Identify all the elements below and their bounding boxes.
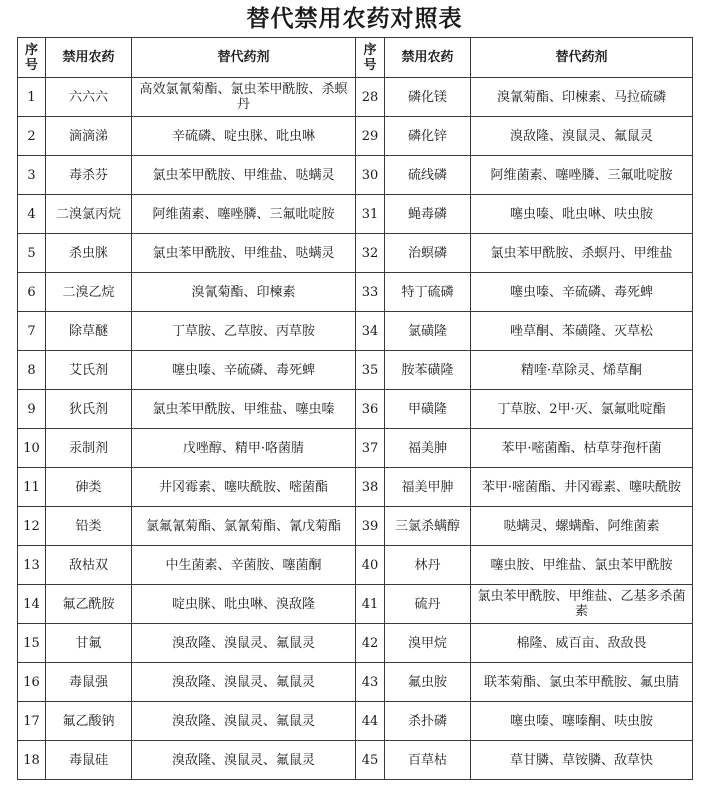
right-seq-cell: 37 xyxy=(356,429,385,468)
table-row xyxy=(18,273,693,312)
right-alt-cell: 噻虫嗪、噻嗪酮、呋虫胺 xyxy=(471,702,693,741)
left-alt-cell: 氯虫苯甲酰胺、甲维盐、噻虫嗪 xyxy=(132,390,356,429)
right-seq-cell: 34 xyxy=(356,312,385,351)
right-alt-cell: 氯虫苯甲酰胺、杀螟丹、甲维盐 xyxy=(471,234,693,273)
left-banned-cell: 狄氏剂 xyxy=(46,390,132,429)
table-row xyxy=(18,195,693,234)
right-alt-cell: 噻虫胺、甲维盐、氯虫苯甲酰胺 xyxy=(471,546,693,585)
right-banned-cell: 胺苯磺隆 xyxy=(385,351,471,390)
table-row xyxy=(18,468,693,507)
left-banned-cell: 艾氏剂 xyxy=(46,351,132,390)
header-alt-right: 替代药剂 xyxy=(471,38,693,78)
left-seq-cell: 4 xyxy=(18,195,46,234)
left-banned-cell: 滴滴涕 xyxy=(46,117,132,156)
table-row xyxy=(18,234,693,273)
left-alt-cell: 啶虫脒、吡虫啉、溴敌隆 xyxy=(132,585,356,624)
left-seq-cell: 10 xyxy=(18,429,46,468)
left-seq-cell: 15 xyxy=(18,624,46,663)
right-seq-cell: 31 xyxy=(356,195,385,234)
left-alt-cell: 溴敌隆、溴鼠灵、氟鼠灵 xyxy=(132,663,356,702)
right-alt-cell: 阿维菌素、噻唑膦、三氟吡啶胺 xyxy=(471,156,693,195)
right-banned-cell: 氟虫胺 xyxy=(385,663,471,702)
left-alt-cell: 氯虫苯甲酰胺、甲维盐、哒螨灵 xyxy=(132,234,356,273)
right-banned-cell: 磷化锌 xyxy=(385,117,471,156)
table-row xyxy=(18,546,693,585)
left-alt-cell: 氯虫苯甲酰胺、甲维盐、哒螨灵 xyxy=(132,156,356,195)
right-alt-cell: 唑草酮、苯磺隆、灭草松 xyxy=(471,312,693,351)
right-banned-cell: 氯磺隆 xyxy=(385,312,471,351)
right-seq-cell: 29 xyxy=(356,117,385,156)
right-alt-cell: 精喹·草除灵、烯草酮 xyxy=(471,351,693,390)
right-seq-cell: 39 xyxy=(356,507,385,546)
left-alt-cell: 高效氯氰菊酯、氯虫苯甲酰胺、杀螟丹 xyxy=(132,78,356,117)
right-banned-cell: 百草枯 xyxy=(385,741,471,780)
left-alt-cell: 丁草胺、乙草胺、丙草胺 xyxy=(132,312,356,351)
left-seq-cell: 7 xyxy=(18,312,46,351)
left-banned-cell: 砷类 xyxy=(46,468,132,507)
left-banned-cell: 毒鼠强 xyxy=(46,663,132,702)
right-seq-cell: 40 xyxy=(356,546,385,585)
right-banned-cell: 治螟磷 xyxy=(385,234,471,273)
left-banned-cell: 汞制剂 xyxy=(46,429,132,468)
right-alt-cell: 氯虫苯甲酰胺、甲维盐、乙基多杀菌素 xyxy=(471,585,693,624)
left-seq-cell: 17 xyxy=(18,702,46,741)
left-banned-cell: 铅类 xyxy=(46,507,132,546)
table-row xyxy=(18,351,693,390)
right-banned-cell: 福美胂 xyxy=(385,429,471,468)
left-banned-cell: 六六六 xyxy=(46,78,132,117)
right-banned-cell: 杀扑磷 xyxy=(385,702,471,741)
table-row xyxy=(18,702,693,741)
table-row xyxy=(18,312,693,351)
right-banned-cell: 福美甲胂 xyxy=(385,468,471,507)
right-seq-cell: 32 xyxy=(356,234,385,273)
left-seq-cell: 12 xyxy=(18,507,46,546)
left-banned-cell: 毒鼠硅 xyxy=(46,741,132,780)
header-alt-left: 替代药剂 xyxy=(132,38,356,78)
right-seq-cell: 35 xyxy=(356,351,385,390)
table-row xyxy=(18,624,693,663)
left-alt-cell: 戊唑醇、精甲·咯菌腈 xyxy=(132,429,356,468)
page-title: 替代禁用农药对照表 xyxy=(246,6,463,32)
left-seq-cell: 18 xyxy=(18,741,46,780)
right-alt-cell: 噻虫嗪、辛硫磷、毒死蜱 xyxy=(471,273,693,312)
right-seq-cell: 42 xyxy=(356,624,385,663)
left-banned-cell: 氟乙酸钠 xyxy=(46,702,132,741)
right-alt-cell: 草甘膦、草铵膦、敌草快 xyxy=(471,741,693,780)
left-banned-cell: 毒杀芬 xyxy=(46,156,132,195)
left-alt-cell: 辛硫磷、啶虫脒、吡虫啉 xyxy=(132,117,356,156)
table-row xyxy=(18,585,693,624)
table-row xyxy=(18,117,693,156)
left-seq-cell: 11 xyxy=(18,468,46,507)
header-seq-left: 序号 xyxy=(18,38,46,78)
right-alt-cell: 联苯菊酯、氯虫苯甲酰胺、氟虫腈 xyxy=(471,663,693,702)
right-banned-cell: 蝇毒磷 xyxy=(385,195,471,234)
left-banned-cell: 二溴乙烷 xyxy=(46,273,132,312)
left-banned-cell: 二溴氯丙烷 xyxy=(46,195,132,234)
right-seq-cell: 36 xyxy=(356,390,385,429)
table-row xyxy=(18,663,693,702)
table-row xyxy=(18,741,693,780)
right-banned-cell: 磷化镁 xyxy=(385,78,471,117)
right-banned-cell: 溴甲烷 xyxy=(385,624,471,663)
right-banned-cell: 特丁硫磷 xyxy=(385,273,471,312)
header-banned-left: 禁用农药 xyxy=(46,38,132,78)
left-seq-cell: 13 xyxy=(18,546,46,585)
left-seq-cell: 1 xyxy=(18,78,46,117)
right-alt-cell: 溴敌隆、溴鼠灵、氟鼠灵 xyxy=(471,117,693,156)
right-seq-cell: 43 xyxy=(356,663,385,702)
right-alt-cell: 丁草胺、2甲·灭、氯氟吡啶酯 xyxy=(471,390,693,429)
right-seq-cell: 41 xyxy=(356,585,385,624)
right-alt-cell: 哒螨灵、螺螨酯、阿维菌素 xyxy=(471,507,693,546)
right-seq-cell: 30 xyxy=(356,156,385,195)
left-banned-cell: 杀虫脒 xyxy=(46,234,132,273)
right-seq-cell: 45 xyxy=(356,741,385,780)
table-row xyxy=(18,390,693,429)
right-seq-cell: 28 xyxy=(356,78,385,117)
left-alt-cell: 井冈霉素、噻呋酰胺、嘧菌酯 xyxy=(132,468,356,507)
left-seq-cell: 9 xyxy=(18,390,46,429)
right-banned-cell: 三氯杀螨醇 xyxy=(385,507,471,546)
table-row xyxy=(18,156,693,195)
left-banned-cell: 氟乙酰胺 xyxy=(46,585,132,624)
left-alt-cell: 噻虫嗪、辛硫磷、毒死蜱 xyxy=(132,351,356,390)
left-seq-cell: 14 xyxy=(18,585,46,624)
right-seq-cell: 33 xyxy=(356,273,385,312)
left-seq-cell: 16 xyxy=(18,663,46,702)
left-alt-cell: 溴敌隆、溴鼠灵、氟鼠灵 xyxy=(132,741,356,780)
table-body xyxy=(18,38,693,780)
right-seq-cell: 44 xyxy=(356,702,385,741)
left-alt-cell: 氯氟氰菊酯、氯氰菊酯、氰戊菊酯 xyxy=(132,507,356,546)
right-alt-cell: 噻虫嗪、吡虫啉、呋虫胺 xyxy=(471,195,693,234)
right-alt-cell: 苯甲·嘧菌酯、枯草芽孢杆菌 xyxy=(471,429,693,468)
left-seq-cell: 3 xyxy=(18,156,46,195)
right-alt-cell: 溴氰菊酯、印楝素、马拉硫磷 xyxy=(471,78,693,117)
left-seq-cell: 6 xyxy=(18,273,46,312)
header-banned-right: 禁用农药 xyxy=(385,38,471,78)
right-banned-cell: 硫丹 xyxy=(385,585,471,624)
table-row xyxy=(18,78,693,117)
left-alt-cell: 中生菌素、辛菌胺、噻菌酮 xyxy=(132,546,356,585)
left-seq-cell: 8 xyxy=(18,351,46,390)
right-alt-cell: 苯甲·嘧菌酯、井冈霉素、噻呋酰胺 xyxy=(471,468,693,507)
left-alt-cell: 阿维菌素、噻唑膦、三氟吡啶胺 xyxy=(132,195,356,234)
left-alt-cell: 溴氰菊酯、印楝素 xyxy=(132,273,356,312)
left-seq-cell: 5 xyxy=(18,234,46,273)
right-banned-cell: 硫线磷 xyxy=(385,156,471,195)
left-seq-cell: 2 xyxy=(18,117,46,156)
left-banned-cell: 除草醚 xyxy=(46,312,132,351)
right-alt-cell: 棉隆、威百亩、敌敌畏 xyxy=(471,624,693,663)
table-row xyxy=(18,507,693,546)
right-banned-cell: 甲磺隆 xyxy=(385,390,471,429)
table-row xyxy=(18,429,693,468)
header-row xyxy=(18,38,693,78)
pesticide-table xyxy=(17,37,693,780)
left-banned-cell: 甘氟 xyxy=(46,624,132,663)
left-alt-cell: 溴敌隆、溴鼠灵、氟鼠灵 xyxy=(132,624,356,663)
header-seq-right: 序号 xyxy=(356,38,385,78)
right-seq-cell: 38 xyxy=(356,468,385,507)
left-alt-cell: 溴敌隆、溴鼠灵、氟鼠灵 xyxy=(132,702,356,741)
left-banned-cell: 敌枯双 xyxy=(46,546,132,585)
right-banned-cell: 林丹 xyxy=(385,546,471,585)
